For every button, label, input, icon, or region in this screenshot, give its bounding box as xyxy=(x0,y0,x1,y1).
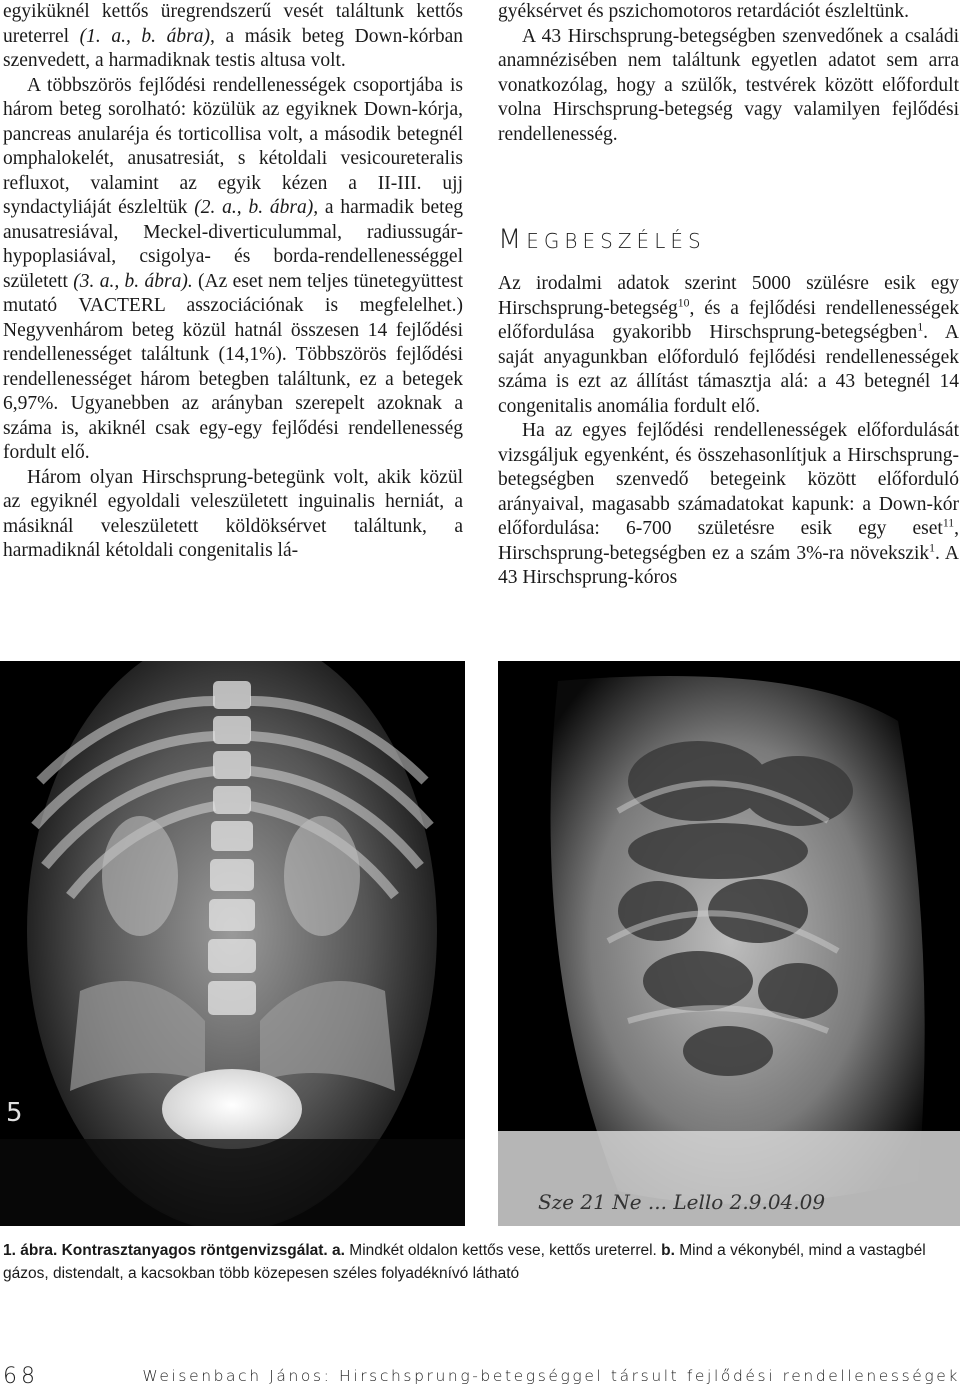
paragraph-text: Ha az egyes fejlődési rendellenességek előfordulását vizsgáljuk egyenként, és összehasonlítjuk a Hirschsprung-betegségben szenvedő betegeink között előforduló arányaival, magasabb számadatokat kapunk: a Down-kór előfordulása: 6-700 születésre esik egy eset xyxy=(498,420,959,539)
paragraph: Három olyan Hirschsprung-betegünk volt, akik közül az egyiknél egyoldali veleszületett inguinalis herniát, a másiknál veleszületett köldöksérvet találtunk, a harmadiknál kétoldali congenitalis lá- xyxy=(3,466,463,561)
paragraph-text: Az irodalmi adatok szerint 5000 szülésre esik egy Hirschsprung-betegség xyxy=(498,273,959,319)
paragraph-text: A többszörös fejlődési rendellenességek csoportjába is három beteg sorolható: közülük az egyiknek Down-kórja, pancreas anularéja és torticollisa volt, a második betegnél omphalokelét, anusatresiát, s kétoldali vesicoureteralis refluxot, valamint az egyik kézen a II-III. ujj syndactyliáját észleltük xyxy=(3,74,463,218)
paragraph xyxy=(3,74,463,466)
citation: 1 xyxy=(929,541,935,554)
paragraph xyxy=(498,272,959,419)
figure-reference: (3. a., b. ábra). xyxy=(73,270,193,292)
figure-caption xyxy=(3,1239,958,1285)
paragraph: gyéksérvet és pszichomotoros retardációt észleltünk. xyxy=(498,1,909,22)
running-title: Weisenbach János: Hirschsprung-betegséggel társult fejlődési rendellenességek xyxy=(142,1367,960,1385)
heading-initial: M xyxy=(498,224,527,255)
paragraph xyxy=(498,419,959,591)
xray-figure-b xyxy=(498,661,960,1226)
paragraph-text: egyiküknél kettős üregrendszerű vesét találtunk kettős ureterrel xyxy=(3,1,463,47)
paragraph-text: . A 43 Hirschsprung-kóros xyxy=(498,542,959,588)
figure-reference: (1. a., b. ábra), xyxy=(79,25,215,47)
xray-figure-a xyxy=(0,661,465,1226)
caption-b-text: Mind a vékonybél, mind a vastagbél gázos, distendalt, a kacsokban több közepesen széles folyadéknívó látható xyxy=(3,1242,926,1282)
discussion-section xyxy=(498,272,959,591)
heading-text: EGBESZÉLÉS xyxy=(526,229,706,253)
caption-a-text: Mindkét oldalon kettős vese, kettős ureterrel. xyxy=(344,1242,662,1259)
citation: 11 xyxy=(942,516,955,530)
citation: 10 xyxy=(677,296,690,309)
caption-a-label: a. xyxy=(332,1242,345,1259)
paragraph-text: , és a fejlődési rendellenességek előfordulása gyakoribb Hirschsprung-betegségben xyxy=(498,297,959,343)
figure-reference: (2. a., b. ábra), xyxy=(194,197,319,218)
xray-handwriting: Sze 21 Ne ... Lello 2.9.04.09 xyxy=(538,1190,826,1214)
left-column xyxy=(3,0,463,564)
section-heading xyxy=(498,224,706,255)
paragraph-text: , Hirschsprung-betegségben ez a szám 3%-ra növekszik xyxy=(498,518,959,564)
paragraph-text: (Az eset nem teljes tünetegyüttest mutató VACTERL asszociációnak is megfelelhet.) Negyvenhárom beteg közül hatnál összesen 14 fejlődési rendellenességet találtunk (14,1%). Többszörös fejlődési rendellenességet három betegben találtunk, ez a betegek 6,97%. Ugyanebben az arányban szerepelt azoknak a száma is, akiknél csak egy-egy fejlődési rendellenesség fordult elő. xyxy=(3,270,463,463)
caption-label: 1. ábra. Kontrasztanyagos röntgenvizsgálat. xyxy=(3,1242,328,1259)
page-footer xyxy=(3,1364,960,1388)
citation: 1 xyxy=(917,320,924,334)
paragraph xyxy=(3,0,463,74)
paragraph-text: a másik beteg Down-kórban szenvedett, a harmadiknak testis altusa volt. xyxy=(3,25,463,71)
paragraph: A 43 Hirschsprung-betegségben szenvedőnek a családi anamnézisében nem találtunk egyetlen adatot sem arra vonatkozólag, hogy a szülők, testvérek között előfordult volna Hirschsprung-betegség vagy valamilyen fejlődési rendellenesség. xyxy=(498,25,959,145)
xray-image-b xyxy=(498,661,960,1226)
caption-b-label: b. xyxy=(661,1242,675,1259)
page-number: 68 xyxy=(3,1364,39,1389)
paragraph-text: . A saját anyagunkban előforduló fejlődési rendellenességek száma is ezt az állítást támasztja alá: a 43 betegnél 14 congenitalis anomália fordult elő. xyxy=(498,322,959,417)
paragraph-text: a harmadik beteg anusatresiával, Meckel-diverticulummal, radiussugár-hypoplasiával, csigolya- és borda-rendellenességgel született xyxy=(3,197,464,292)
xray-image-a xyxy=(0,661,465,1226)
xray-marker: 5 xyxy=(6,1098,23,1128)
